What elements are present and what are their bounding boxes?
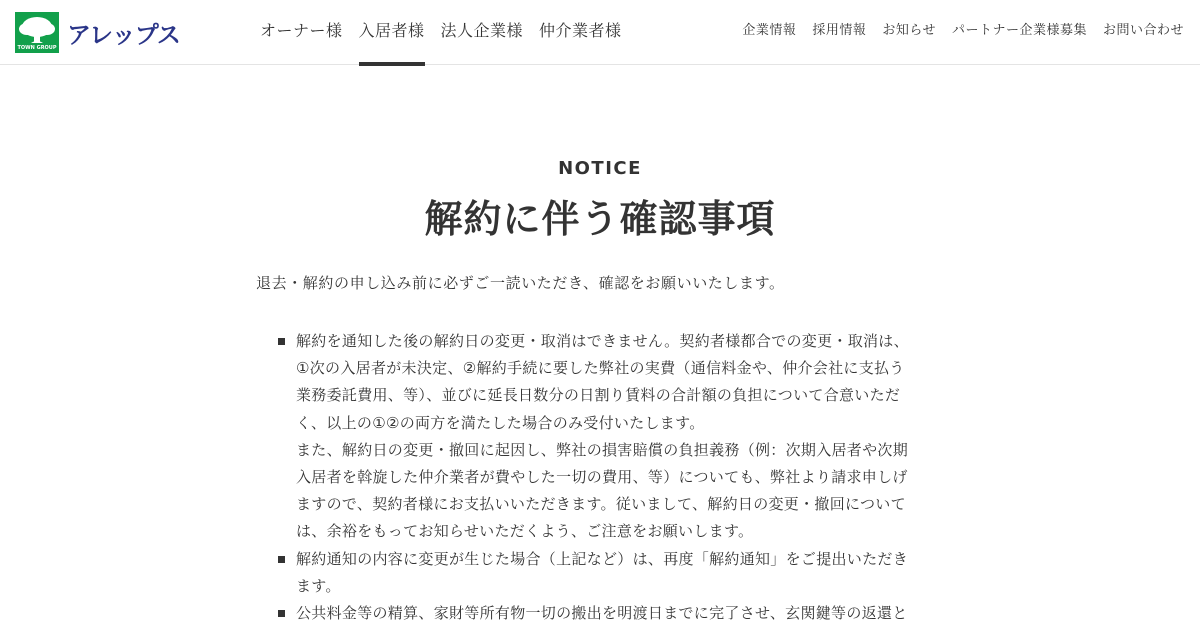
nav-partner[interactable]: パートナー企業様募集 [951,23,1087,38]
notice-list [278,328,948,627]
nav-company-info[interactable]: 企業情報 [742,23,797,38]
nav-contact[interactable]: お問い合わせ [1102,23,1184,38]
section-eyebrow: NOTICE [558,158,642,179]
logo-wordmark: アレップス [67,21,180,49]
intro-text: 退去・解約の申し込み前に必ずご一読いただき、確認をお願いいたします。 [256,274,785,292]
logo-subtext: TOWN GROUP [17,45,57,51]
utility-nav [726,0,1184,65]
item-line: 入居者を斡旋した仲介業者が費やした一切の費用、等）についても、弊社より請求申しげ [296,468,908,487]
tree-logo-icon [15,12,59,53]
item-line: く、以上の①②の両方を満たした場合のみ受付いたします。 [296,413,705,432]
square-bullet-icon [278,338,285,345]
item-line: ます。 [296,576,341,595]
nav-brokers[interactable]: 仲介業者様 [539,21,622,40]
item-line: は、余裕をもってお知らせいただくよう、ご注意をお願いします。 [296,522,754,541]
nav-corporate[interactable]: 法人企業様 [440,21,524,40]
list-item [278,546,948,600]
nav-news[interactable]: お知らせ [882,23,936,38]
item-line: また、解約日の変更・撤回に起因し、弊社の損害賠償の負担義務（例：次期入居者や次期 [296,440,909,459]
nav-recruit[interactable]: 採用情報 [812,23,867,38]
item-line: 解約を通知した後の解約日の変更・取消はできません。契約者様都合での変更・取消は、 [296,332,909,350]
nav-residents[interactable]: 入居者様 [359,0,425,65]
list-item [278,600,948,627]
site-logo[interactable] [15,12,180,53]
item-line: 公共料金等の精算、家財等所有物一切の搬出を明渡日までに完了させ、玄関鍵等の返還と [296,604,908,623]
item-line: 業務委託費用、等）、並びに延長日数分の日割り賃料の合計額の負担について合意いただ [296,386,901,405]
page-title: 解約に伴う確認事項 [424,197,776,241]
main-nav [260,0,638,65]
item-line: ますので、契約者様にお支払いいただきます。従いまして、解約日の変更・撤回について [296,495,906,514]
nav-owner[interactable]: オーナー様 [260,21,343,40]
site-header [0,0,1200,65]
square-bullet-icon [278,556,285,563]
square-bullet-icon [278,610,285,617]
list-item [278,328,948,546]
item-line: 解約通知の内容に変更が生じた場合（上記など）は、再度「解約通知」をご提出いただき [296,549,909,568]
item-line: ①次の入居者が未決定、②解約手続に要した弊社の実費（通信料金や、仲介会社に支払う [296,359,905,378]
